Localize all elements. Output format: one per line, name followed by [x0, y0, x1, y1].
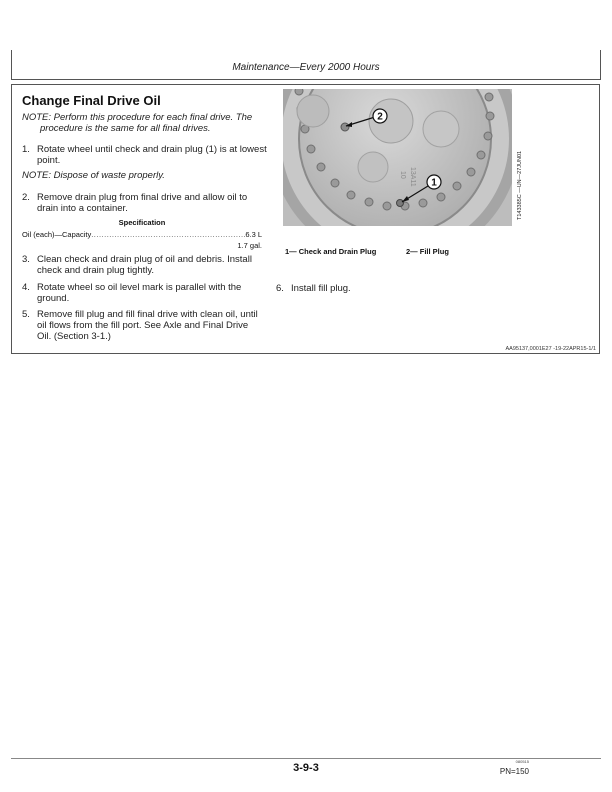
spec-heading: Specification: [118, 218, 166, 227]
step-number: 5.: [22, 309, 30, 320]
legend-item-1: 1— Check and Drain Plug: [285, 247, 377, 256]
spec-leader-dots: [91, 230, 245, 239]
step-number: 1.: [22, 144, 30, 155]
step-text: Rotate wheel until check and drain plug (1) is at lowest point.: [37, 144, 267, 166]
step-number: 3.: [22, 254, 30, 265]
figure-id: T143385C —UN—27JUN01: [517, 150, 523, 220]
footer-rule: [11, 758, 601, 759]
step-text: Remove fill plug and fill final drive with clean oil, until oil flows from the fill port. See Axle and Final Drive Oil. (Section 3-1.): [37, 309, 258, 342]
casting-stamp: 13A11: [409, 167, 416, 187]
reference-code: AA95137,0001E27 -19-22APR15-1/1: [505, 346, 596, 352]
pn-label: PN=150: [499, 767, 529, 776]
casting-stamp-2: 10: [399, 171, 406, 179]
note-dispose: NOTE: Dispose of waste properly.: [22, 170, 165, 181]
header-rule-bottom: [11, 79, 601, 80]
spec-label: Oil (each)—Capacity: [22, 230, 92, 239]
step-text: Clean check and drain plug of oil and debris. Install check and drain plug tightly.: [37, 254, 252, 276]
note-line: NOTE: Perform this procedure for each final drive. The: [22, 112, 253, 123]
spec-alt-value: 1.7 gal.: [237, 241, 262, 250]
section-title: Change Final Drive Oil: [22, 93, 161, 108]
step-number: 2.: [22, 192, 30, 203]
callout-1-number: 1: [431, 177, 437, 189]
spec-row: [22, 230, 262, 239]
revision-code: 080515: [515, 759, 529, 764]
step-text: Rotate wheel so oil level mark is parallel with the ground.: [37, 282, 242, 304]
step-text: Remove drain plug from final drive and allow oil to drain into a container.: [37, 192, 248, 214]
final-drive-illustration: [283, 89, 512, 226]
step-number: 6.: [276, 283, 284, 294]
step-text: Install fill plug.: [291, 283, 351, 294]
callout-2-number: 2: [377, 111, 383, 123]
step-number: 4.: [22, 282, 30, 293]
running-header: Maintenance—Every 2000 Hours: [232, 62, 380, 73]
spec-value: 6.3 L: [245, 230, 262, 239]
page-number: 3-9-3: [293, 762, 319, 774]
final-drive-photo: [283, 89, 512, 226]
note-line: procedure is the same for all final drives.: [40, 123, 211, 134]
legend-item-2: 2— Fill Plug: [406, 247, 449, 256]
